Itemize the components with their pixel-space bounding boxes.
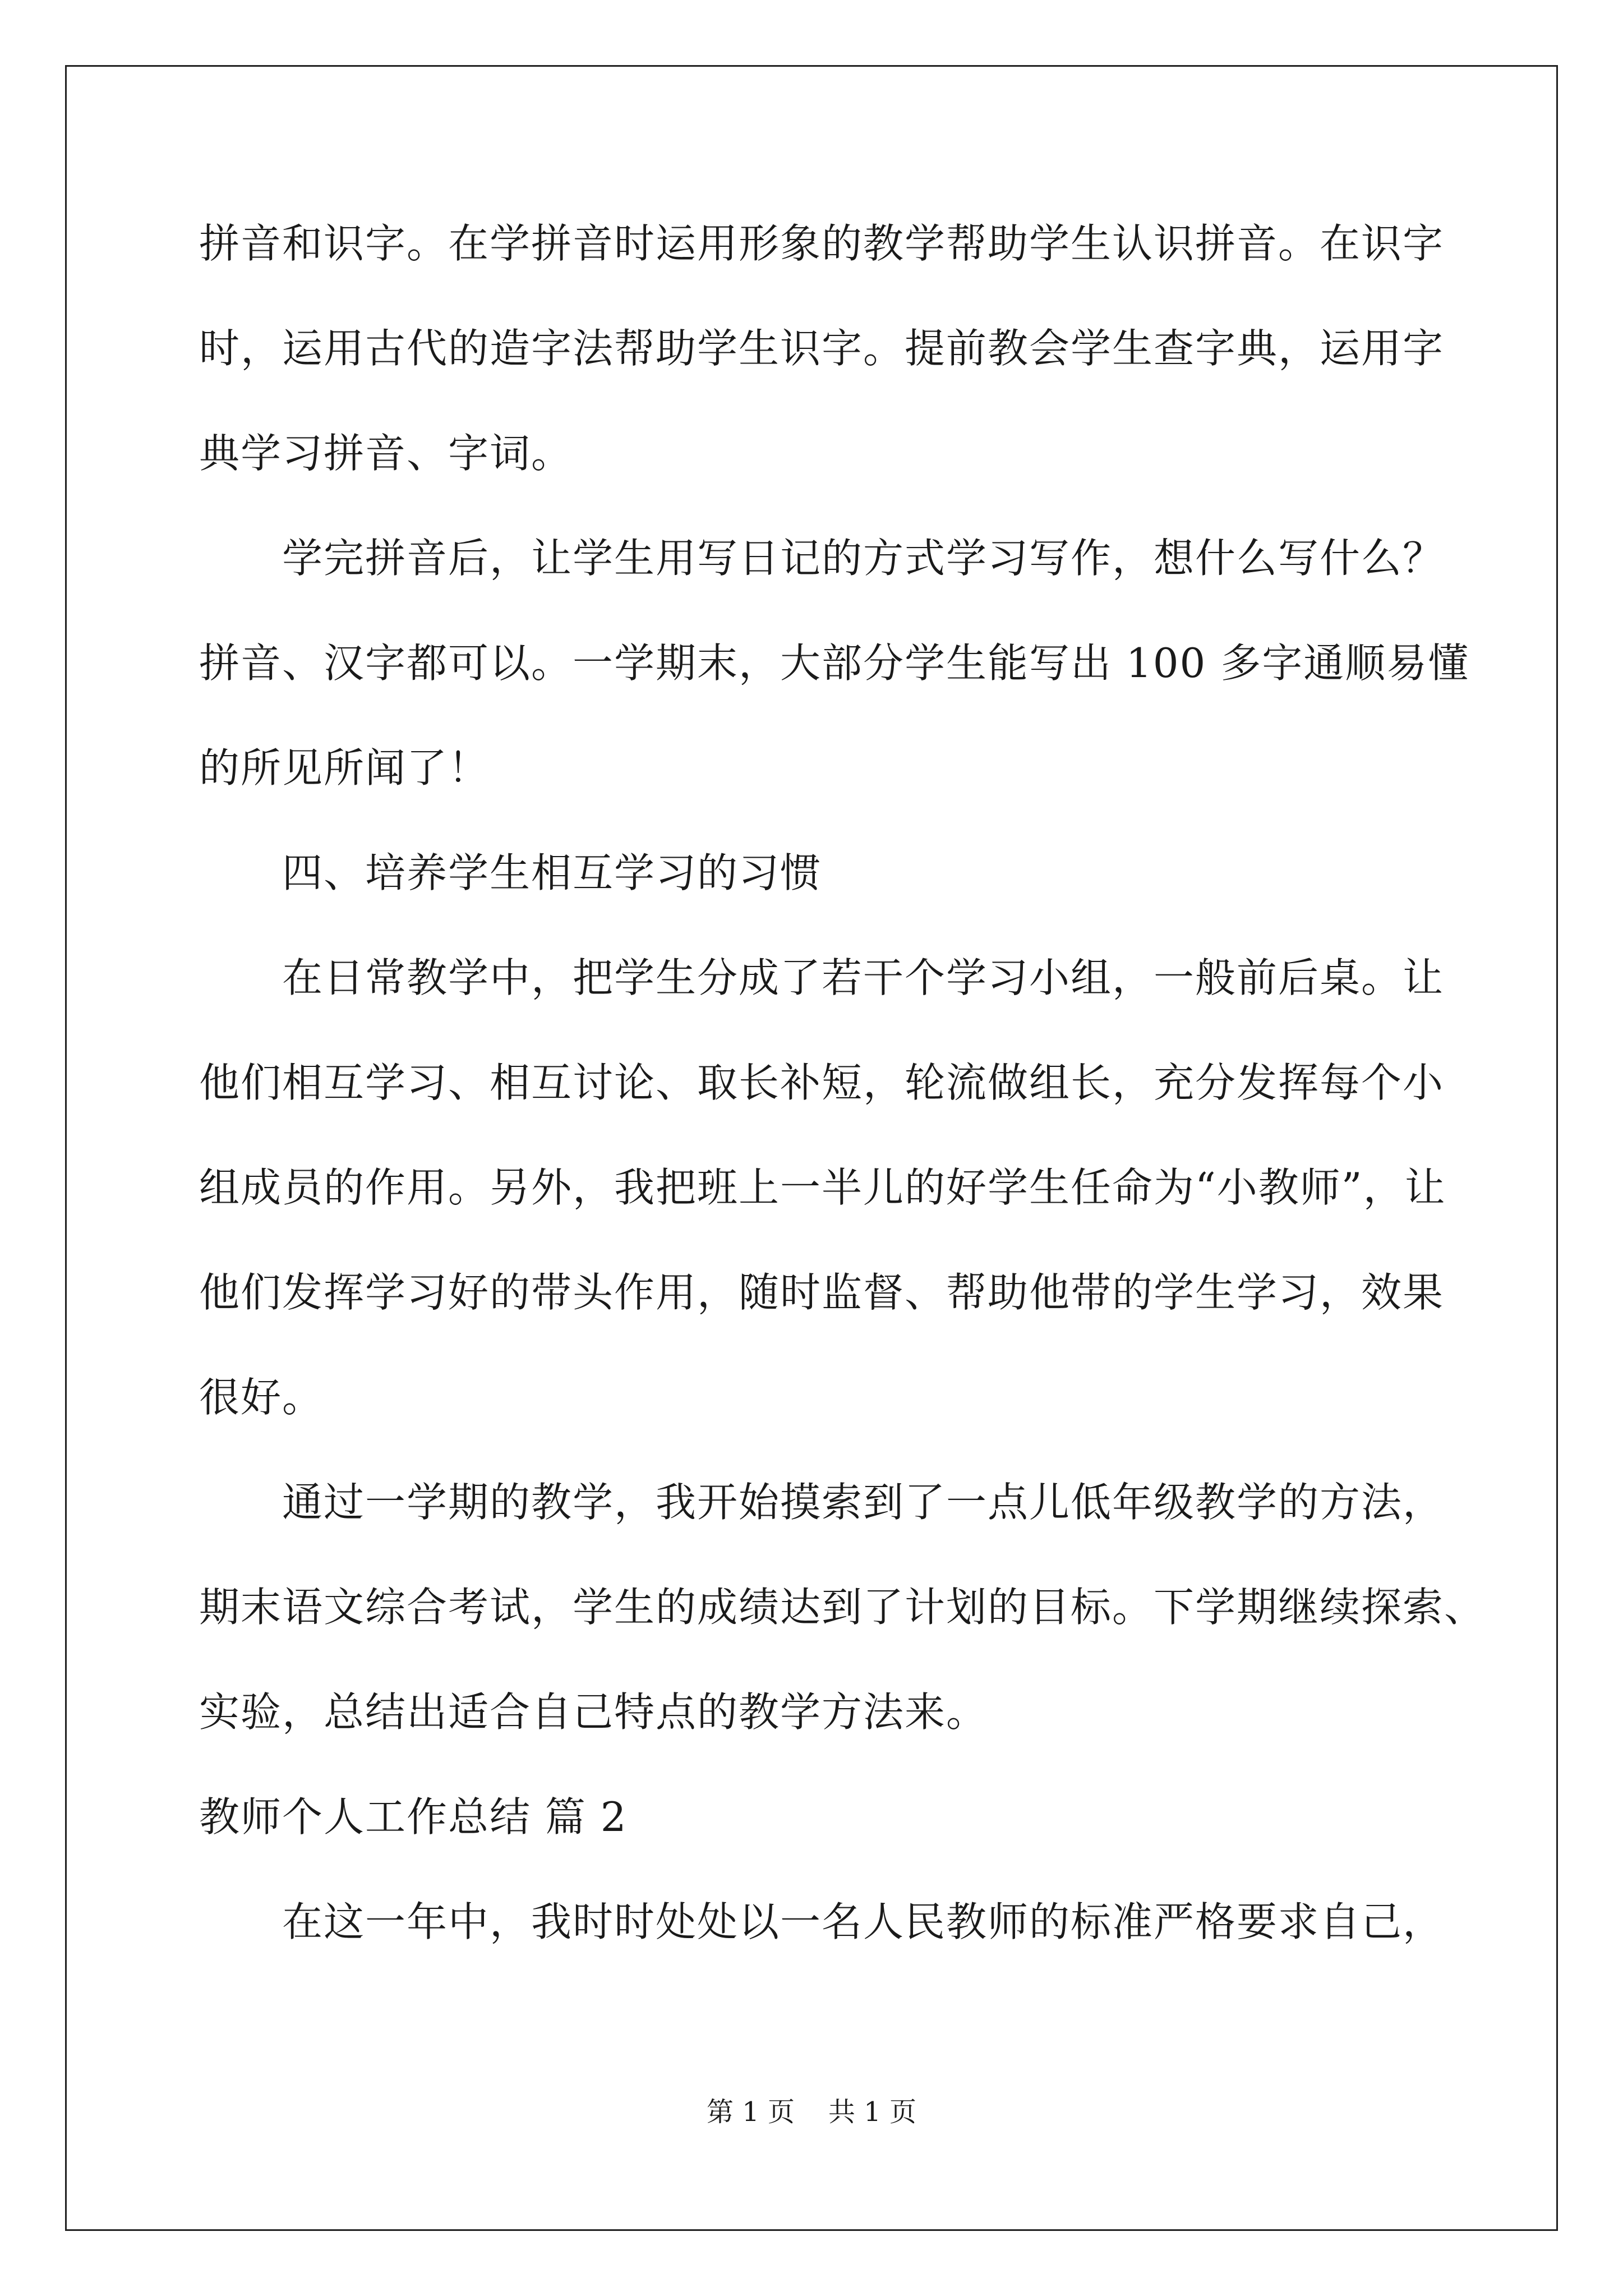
text-line: 时，运用古代的造字法帮助学生识字。提前教会学生查字典，运用字 — [199, 325, 1445, 372]
page-total: 共 1 页 — [828, 2096, 917, 2128]
text-line: 期末语文综合考试，学生的成绩达到了计划的目标。下学期继续探索、 — [199, 1584, 1486, 1631]
text-line: 组成员的作用。另外，我把班上一半儿的好学生任命为“小教师”，让 — [199, 1164, 1446, 1211]
document-body — [199, 213, 1486, 1996]
text-line: 拼音和识字。在学拼音时运用形象的教学帮助学生认识拼音。在识字 — [199, 220, 1445, 267]
text-line: 的所见所闻了！ — [199, 744, 490, 792]
text-line: 他们发挥学习好的带头作用，随时监督、帮助他带的学生学习，效果 — [199, 1269, 1445, 1316]
text-line: 通过一学期的教学，我开始摸索到了一点儿低年级教学的方法， — [282, 1479, 1445, 1526]
text-line: 很好。 — [199, 1374, 324, 1421]
article-title: 教师个人工作总结 篇 2 — [199, 1793, 628, 1841]
text-line: 在日常教学中，把学生分成了若干个学习小组，一般前后桌。让 — [282, 954, 1445, 1001]
section-heading: 四、培养学生相互学习的习惯 — [282, 849, 822, 896]
text-line: 学完拼音后，让学生用写日记的方式学习写作，想什么写什么？ — [282, 535, 1445, 582]
text-line: 他们相互学习、相互讨论、取长补短，轮流做组长，充分发挥每个小 — [199, 1059, 1445, 1106]
text-line: 拼音、汉字都可以。一学期末，大部分学生能写出 100 多字通顺易懂 — [199, 639, 1470, 687]
page-number: 第 1 页 — [706, 2096, 795, 2128]
text-line: 典学习拼音、字词。 — [199, 430, 573, 477]
text-line: 实验，总结出适合自己特点的教学方法来。 — [199, 1688, 988, 1736]
page-footer — [0, 2095, 1623, 2129]
text-line: 在这一年中，我时时处处以一名人民教师的标准严格要求自己， — [282, 1898, 1445, 1945]
